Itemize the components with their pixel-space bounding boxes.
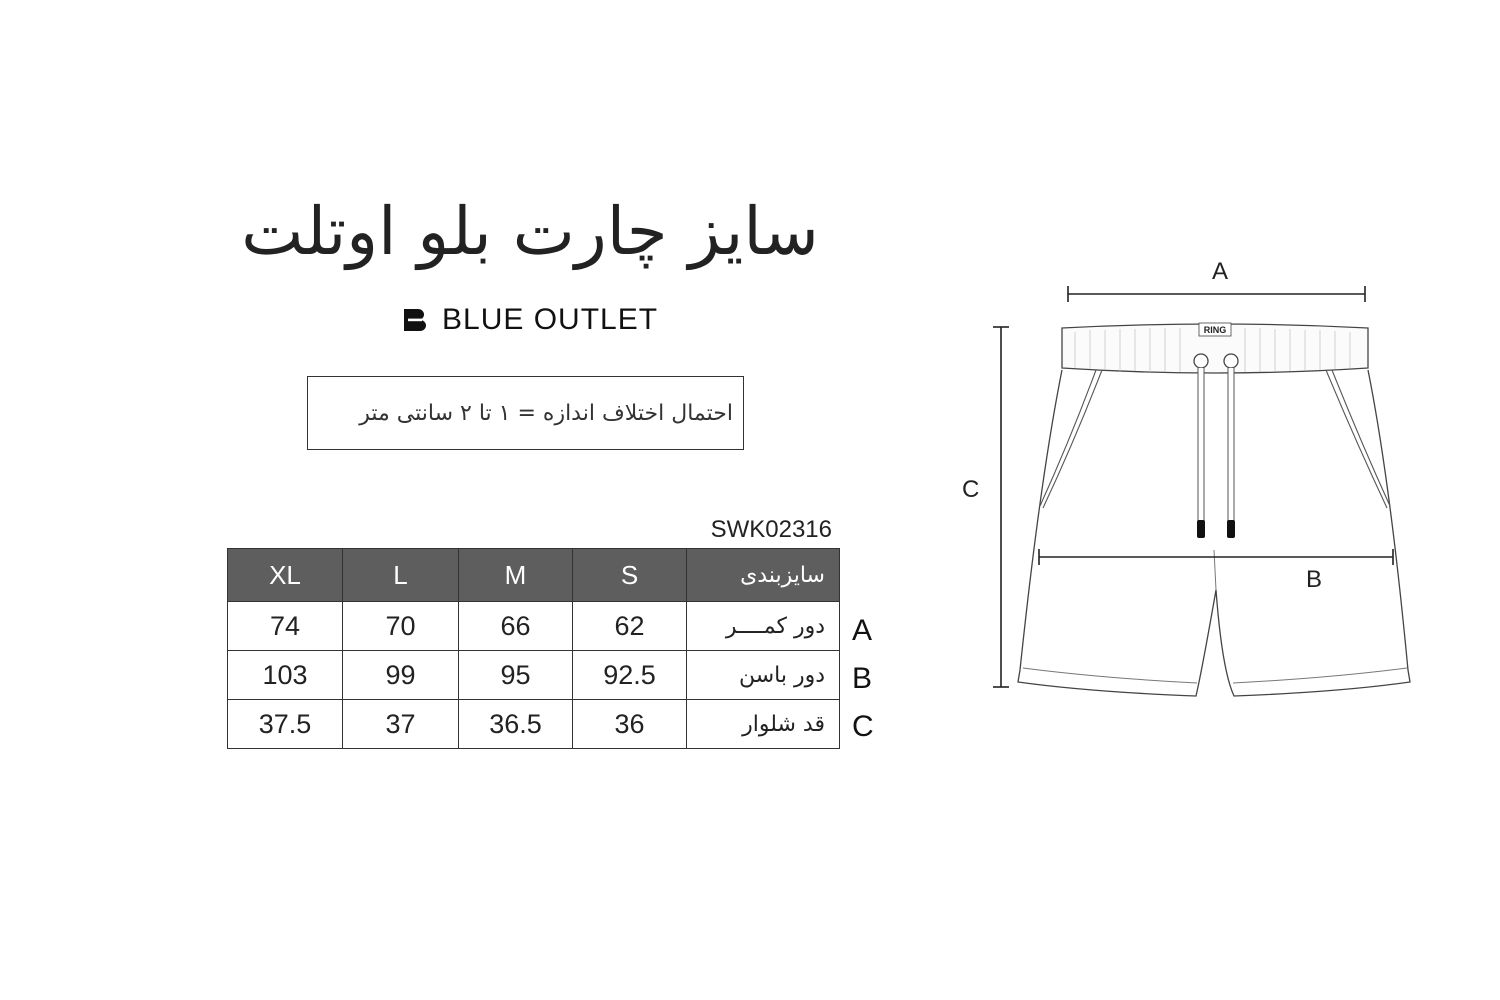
table-cell: 36: [573, 700, 687, 749]
dimension-c-line: [993, 327, 1009, 687]
dimension-c-label: C: [962, 476, 980, 503]
table-row: [228, 700, 840, 749]
row-letter-b: B: [852, 662, 873, 695]
dimension-b-line: [1039, 549, 1393, 565]
row-letters: [852, 602, 892, 746]
brand-name: BLUE OUTLET: [442, 303, 659, 336]
table-cell: 62: [573, 602, 687, 651]
dimension-a-label: A: [1212, 258, 1229, 285]
table-cell: 92.5: [573, 651, 687, 700]
page-title: سایز چارت بلو اوتلت: [241, 193, 819, 270]
table-cell: 70: [343, 602, 459, 651]
waistband: [1062, 323, 1368, 373]
brand-b-icon: [402, 308, 430, 332]
size-header: XL: [228, 549, 343, 602]
size-table: [227, 548, 840, 749]
table-row: [228, 651, 840, 700]
table-cell: 95: [459, 651, 573, 700]
table-row: [228, 602, 840, 651]
table-cell: 37: [343, 700, 459, 749]
shorts-diagram: [950, 250, 1430, 720]
size-tolerance-note: احتمال اختلاف اندازه = ۱ تا ۲ سانتی متر: [307, 376, 744, 450]
table-cell: 74: [228, 602, 343, 651]
table-cell: 36.5: [459, 700, 573, 749]
table-cell: 99: [343, 651, 459, 700]
table-cell: 103: [228, 651, 343, 700]
size-header: S: [573, 549, 687, 602]
shorts-illustration: [950, 250, 1430, 720]
row-label: دور کمــــر: [687, 602, 840, 651]
waistband-label: RING: [1203, 325, 1227, 335]
dimension-a-line: [1068, 286, 1365, 302]
table-cell: 37.5: [228, 700, 343, 749]
table-cell: 66: [459, 602, 573, 651]
dimension-b-label: B: [1306, 566, 1323, 593]
size-header: M: [459, 549, 573, 602]
brand-logo: [402, 300, 658, 340]
size-header: L: [343, 549, 459, 602]
drawstrings: [1194, 354, 1238, 538]
row-label: قد شلوار: [687, 700, 840, 749]
side-pockets: [1040, 370, 1390, 508]
row-label: دور باسن: [687, 651, 840, 700]
table-header-row: [228, 549, 840, 602]
product-code: SWK02316: [710, 516, 832, 543]
sizing-header-label: سایزبندی: [687, 549, 840, 602]
row-letter-a: A: [852, 614, 873, 647]
row-letter-c: C: [852, 710, 874, 743]
